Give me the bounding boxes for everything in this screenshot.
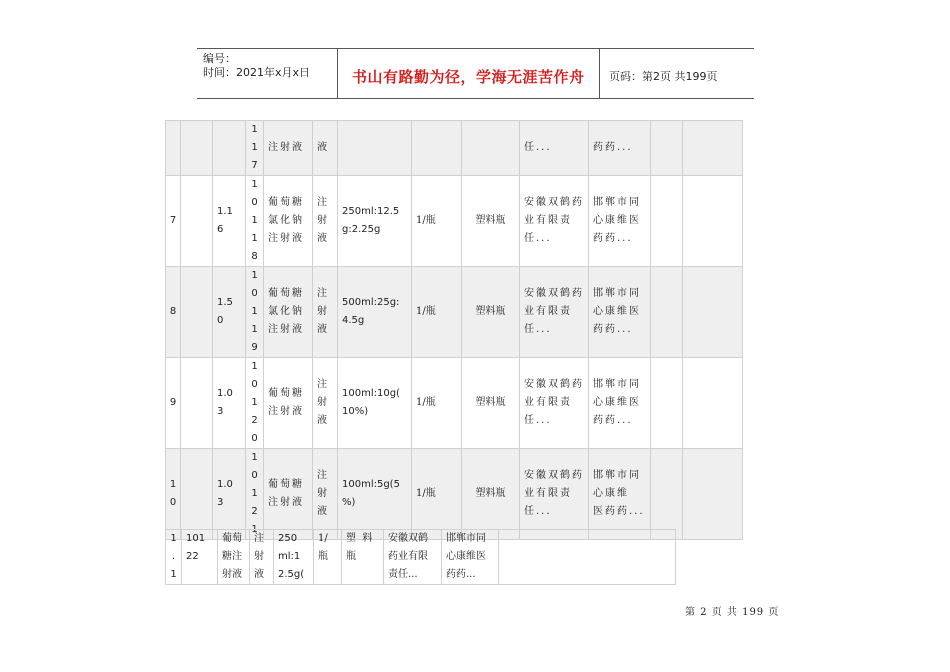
drug-table-continued xyxy=(165,529,676,585)
cell-spec: 500ml:25g: 4.5g xyxy=(338,267,412,358)
cell-unit: 1/瓶 xyxy=(412,176,462,267)
cell-distributor: 邯郸市同 心康维医 药药... xyxy=(589,176,651,267)
drug-table xyxy=(165,120,743,540)
cell-maker: 安徽双鹤药 业有限责 任... xyxy=(520,267,589,358)
cell-form: 注 射 液 xyxy=(313,267,338,358)
cell-unit: 1/瓶 xyxy=(412,267,462,358)
cell-form: 液 xyxy=(313,121,338,176)
cell-unit: 1/瓶 xyxy=(412,358,462,449)
cell-id xyxy=(246,449,264,540)
id-digits xyxy=(246,121,263,175)
id-digit: 1 xyxy=(251,124,258,135)
cell-code xyxy=(213,121,246,176)
cell-spec: 250 ml:1 2.5g( xyxy=(274,530,314,585)
id-digit: 2 xyxy=(251,506,258,517)
cell-name: 葡萄糖 氯化钠 注射液 xyxy=(264,176,313,267)
cell-spec: 100ml:10g( 10%) xyxy=(338,358,412,449)
cell-empty xyxy=(651,176,683,267)
id-digit: 0 xyxy=(251,433,258,444)
header-divider xyxy=(599,49,600,98)
cell-unit: 1/ 瓶 xyxy=(314,530,342,585)
cell-empty xyxy=(683,267,743,358)
header-motto: 书山有路勤为径，学海无涯苦作舟 xyxy=(352,68,585,86)
table-row xyxy=(166,176,743,267)
id-digit: 0 xyxy=(251,470,258,481)
id-digits xyxy=(246,358,263,448)
cell-form: 注 射 液 xyxy=(313,449,338,540)
cell-code: 1.1 6 xyxy=(213,176,246,267)
id-digit: 1 xyxy=(251,361,258,372)
id-digit: 0 xyxy=(251,197,258,208)
cell-distributor: 邯郸市同 心康维医 药药... xyxy=(589,358,651,449)
cell-pack: 塑料瓶 xyxy=(462,358,520,449)
table-row xyxy=(166,530,676,585)
cell-blank xyxy=(181,449,213,540)
cell-empty xyxy=(683,121,743,176)
id-digits xyxy=(246,176,263,266)
id-digit: 7 xyxy=(251,160,258,171)
table-row xyxy=(166,121,743,176)
cell-code: 1.0 3 xyxy=(213,449,246,540)
id-digit: 1 xyxy=(251,142,258,153)
id-digit: 1 xyxy=(251,524,258,535)
cell-distributor: 邯郸市同 心康维医 药药... xyxy=(442,530,499,585)
id-digit: 1 xyxy=(251,215,258,226)
cell-blank xyxy=(181,121,213,176)
cell-pack: 塑料瓶 xyxy=(462,267,520,358)
cell-maker: 安徽双鹤药 业有限责 任... xyxy=(520,358,589,449)
id-digit: 1 xyxy=(251,270,258,281)
id-digit: 0 xyxy=(251,288,258,299)
id-digit: 1 xyxy=(251,452,258,463)
table-row xyxy=(166,449,743,540)
header-meta xyxy=(203,52,310,80)
cell-empty xyxy=(683,449,743,540)
cell-distributor: 邯郸市同心康维 医药药... xyxy=(589,449,651,540)
page-footer: 第 2 页 共 199 页 xyxy=(685,607,780,618)
cell-unit xyxy=(412,121,462,176)
cell-blank xyxy=(181,358,213,449)
cell-name: 葡萄糖 注射液 xyxy=(264,449,313,540)
cell-spec: 100ml:5g(5 %) xyxy=(338,449,412,540)
cell-pack: 塑料瓶 xyxy=(462,176,520,267)
cell-name: 注射液 xyxy=(264,121,313,176)
cell-blank xyxy=(181,267,213,358)
cell-maker: 任... xyxy=(520,121,589,176)
id-digit: 1 xyxy=(251,397,258,408)
date-label: 时间：2021年x月x日 xyxy=(203,66,311,79)
id-digit: 8 xyxy=(251,251,258,262)
cell-form: 注 射 液 xyxy=(250,530,274,585)
cell-no: 9 xyxy=(166,358,181,449)
cell-empty xyxy=(683,176,743,267)
cell-empty xyxy=(651,121,683,176)
table-row xyxy=(166,358,743,449)
cell-pack xyxy=(462,121,520,176)
cell-id xyxy=(246,121,264,176)
cell-no: 1 . 1 xyxy=(166,530,182,585)
id-digit: 2 xyxy=(251,415,258,426)
cell-code: 1.5 0 xyxy=(213,267,246,358)
cell-distributor: 药药... xyxy=(589,121,651,176)
cell-empty xyxy=(499,530,676,585)
cell-distributor: 邯郸市同 心康维医 药药... xyxy=(589,267,651,358)
cell-pack: 塑 料 瓶 xyxy=(342,530,384,585)
id-digit: 9 xyxy=(251,342,258,353)
table-row xyxy=(166,267,743,358)
cell-empty xyxy=(651,449,683,540)
id-digit: 1 xyxy=(251,179,258,190)
id-digit: 1 xyxy=(251,233,258,244)
cell-name: 葡萄糖 注射液 xyxy=(264,358,313,449)
cell-id xyxy=(246,176,264,267)
cell-form: 注 射 液 xyxy=(313,176,338,267)
cell-unit: 1/瓶 xyxy=(412,449,462,540)
cell-empty xyxy=(651,358,683,449)
cell-empty xyxy=(683,358,743,449)
cell-empty xyxy=(651,267,683,358)
cell-id xyxy=(246,267,264,358)
cell-form: 注 射 液 xyxy=(313,358,338,449)
id-digit: 1 xyxy=(251,488,258,499)
cell-no: 8 xyxy=(166,267,181,358)
cell-maker: 安徽双鹤药 业有限责 任... xyxy=(520,176,589,267)
cell-spec: 250ml:12.5 g:2.25g xyxy=(338,176,412,267)
cell-name: 葡萄 糖注 射液 xyxy=(218,530,250,585)
cell-id: 101 22 xyxy=(182,530,218,585)
header-page-label: 页码：第2页 共199页 xyxy=(609,70,718,83)
cell-maker: 安徽双鹤 药业有限 责任... xyxy=(384,530,442,585)
cell-no xyxy=(166,121,181,176)
cell-name: 葡萄糖 氯化钠 注射液 xyxy=(264,267,313,358)
cell-id xyxy=(246,358,264,449)
cell-spec xyxy=(338,121,412,176)
id-digit: 1 xyxy=(251,306,258,317)
cell-maker: 安徽双鹤药 业有限责 任... xyxy=(520,449,589,540)
id-digit: 1 xyxy=(251,324,258,335)
id-digits xyxy=(246,267,263,357)
header-divider xyxy=(337,49,338,98)
cell-blank xyxy=(181,176,213,267)
code-label: 编号： xyxy=(203,52,236,65)
cell-no: 1 0 xyxy=(166,449,181,540)
id-digit: 0 xyxy=(251,379,258,390)
cell-code: 1.0 3 xyxy=(213,358,246,449)
cell-pack: 塑料瓶 xyxy=(462,449,520,540)
page-header xyxy=(197,48,754,99)
id-digits xyxy=(246,449,263,539)
cell-no: 7 xyxy=(166,176,181,267)
